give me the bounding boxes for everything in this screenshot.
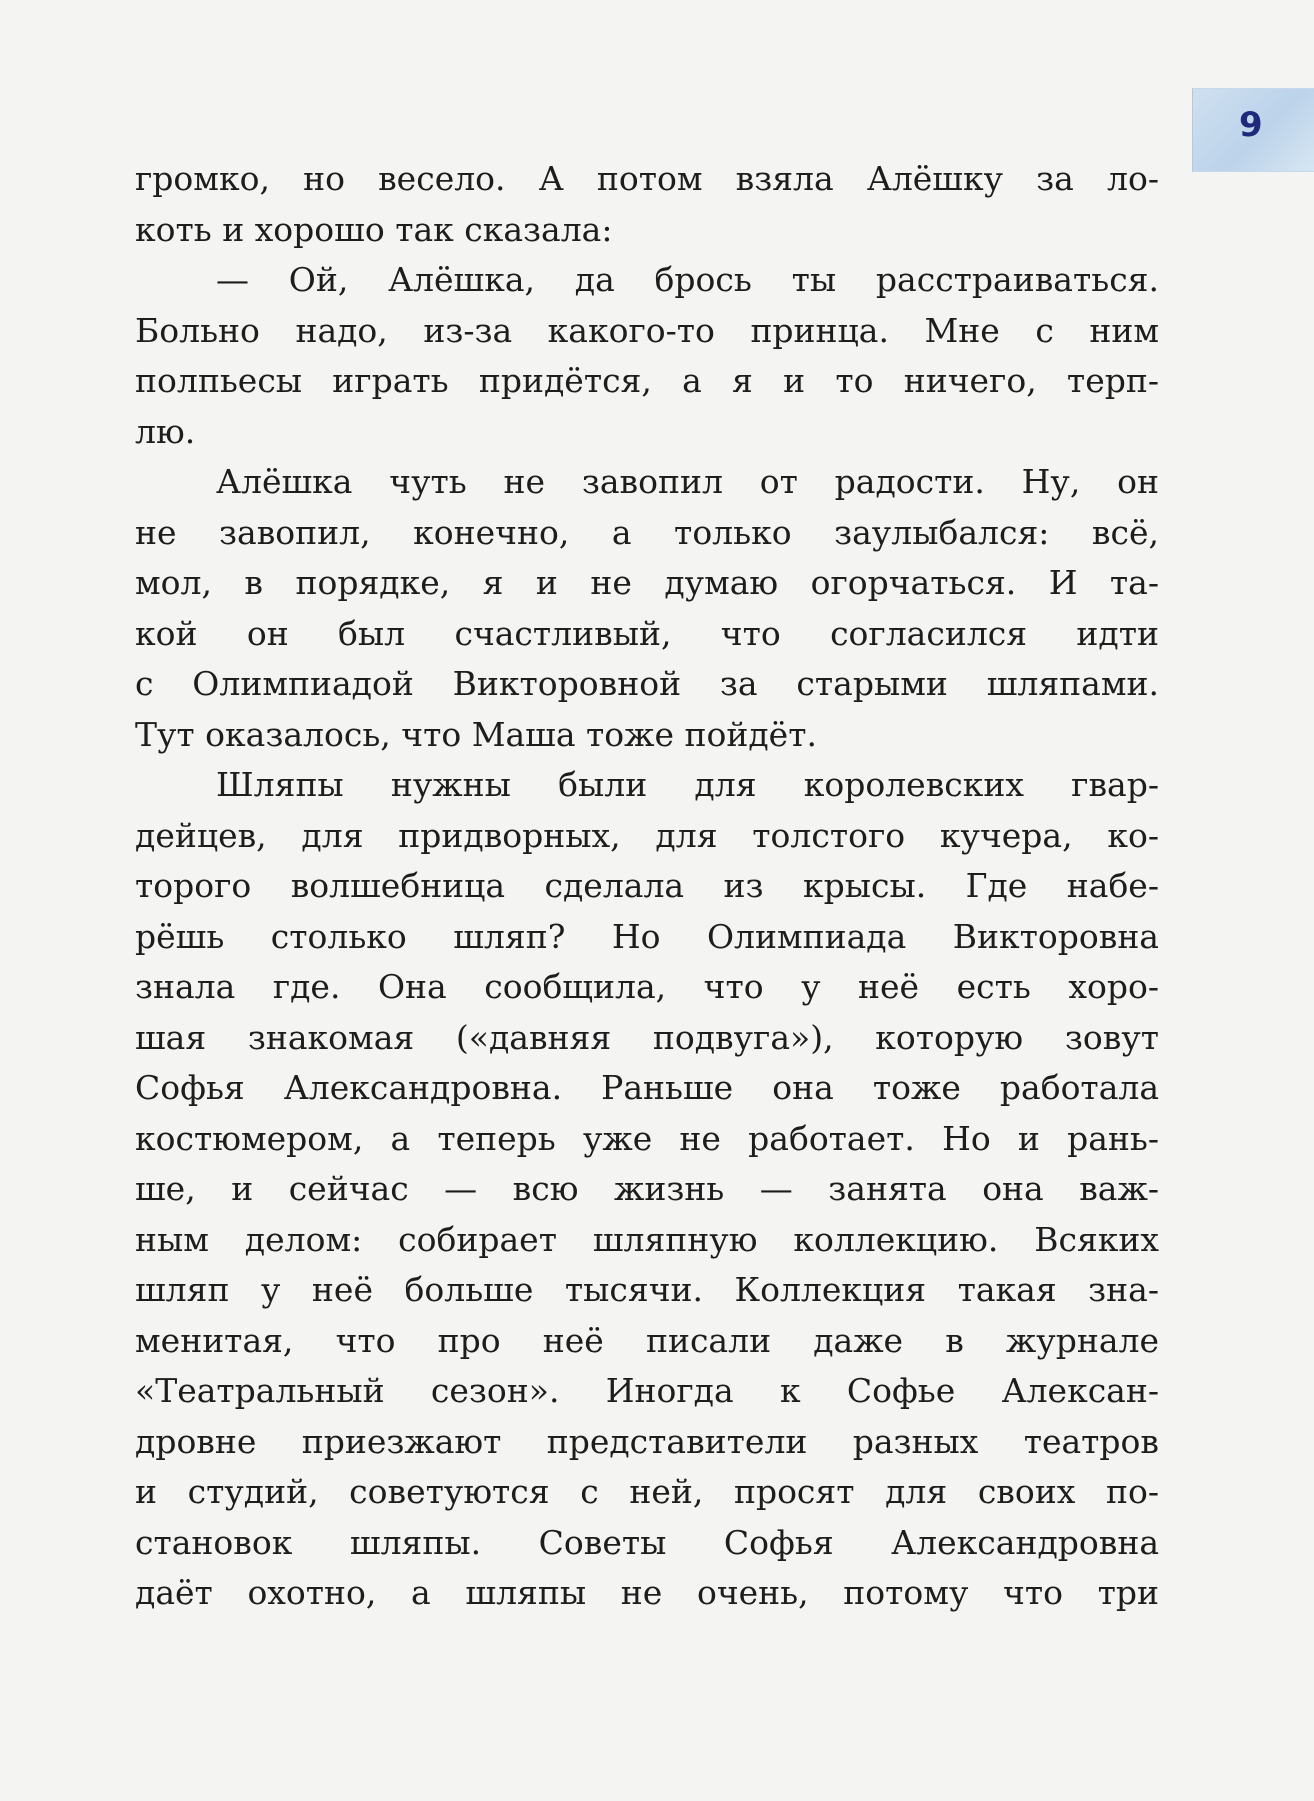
text-line: лю. (135, 411, 196, 451)
text-line: «Театральный сезон». Иногда к Софье Алексан- (135, 1371, 1159, 1410)
text-line: дровне приезжают представители разных театров (135, 1421, 1159, 1461)
text-line: даёт охотно, а шляпы не очень, потому что три (135, 1573, 1159, 1612)
text-line: с Олимпиадой Викторовной за старыми шляпами. (135, 664, 1159, 703)
text-line: мол, в порядке, я и не думаю огорчаться. И та- (135, 563, 1159, 602)
text-line: Шляпы нужны были для королевских гвар- (216, 765, 1159, 804)
page-number-tab (1192, 88, 1314, 172)
body-text (135, 154, 1159, 1619)
text-line: — Ой, Алёшка, да брось ты расстраиваться. (216, 260, 1159, 299)
text-line: дейцев, для придворных, для толстого кучера, ко- (135, 815, 1159, 855)
text-line: Алёшка чуть не завопил от радости. Ну, он (216, 462, 1159, 501)
text-line: костюмером, а теперь уже не работает. Но и рань- (135, 1118, 1159, 1158)
text-line: ше, и сейчас — всю жизнь — занята она важ- (135, 1169, 1159, 1208)
text-line: Больно надо, из-за какого-то принца. Мне с ним (135, 310, 1159, 350)
text-line: громко, но весело. А потом взяла Алёшку за ло- (135, 159, 1159, 198)
text-line: и студий, советуются с ней, просят для своих по- (135, 1472, 1159, 1511)
text-line: кой он был счастливый, что согласился идти (135, 613, 1159, 653)
text-line: менитая, что про неё писали даже в журнале (135, 1320, 1159, 1360)
text-line: Софья Александровна. Раньше она тоже работала (135, 1068, 1159, 1107)
text-line: Тут оказалось, что Маша тоже пойдёт. (135, 714, 817, 754)
text-line: не завопил, конечно, а только заулыбался: всё, (135, 512, 1159, 552)
text-line: шая знакомая («давняя подвуга»), которую зовут (135, 1017, 1159, 1057)
text-line: рёшь столько шляп? Но Олимпиада Викторовна (135, 916, 1159, 956)
text-line: шляп у неё больше тысячи. Коллекция такая зна- (135, 1270, 1159, 1309)
text-line: ным делом: собирает шляпную коллекцию. Всяких (135, 1219, 1159, 1259)
text-line: торого волшебница сделала из крысы. Где набе- (135, 866, 1159, 905)
text-line: знала где. Она сообщила, что у неё есть хоро- (135, 967, 1159, 1006)
text-line: коть и хорошо так сказала: (135, 209, 613, 249)
text-line: полпьесы играть придётся, а я и то ничего, терп- (135, 361, 1159, 400)
text-line: становок шляпы. Советы Софья Александровна (135, 1522, 1159, 1562)
page-number: 9 (1239, 105, 1263, 145)
